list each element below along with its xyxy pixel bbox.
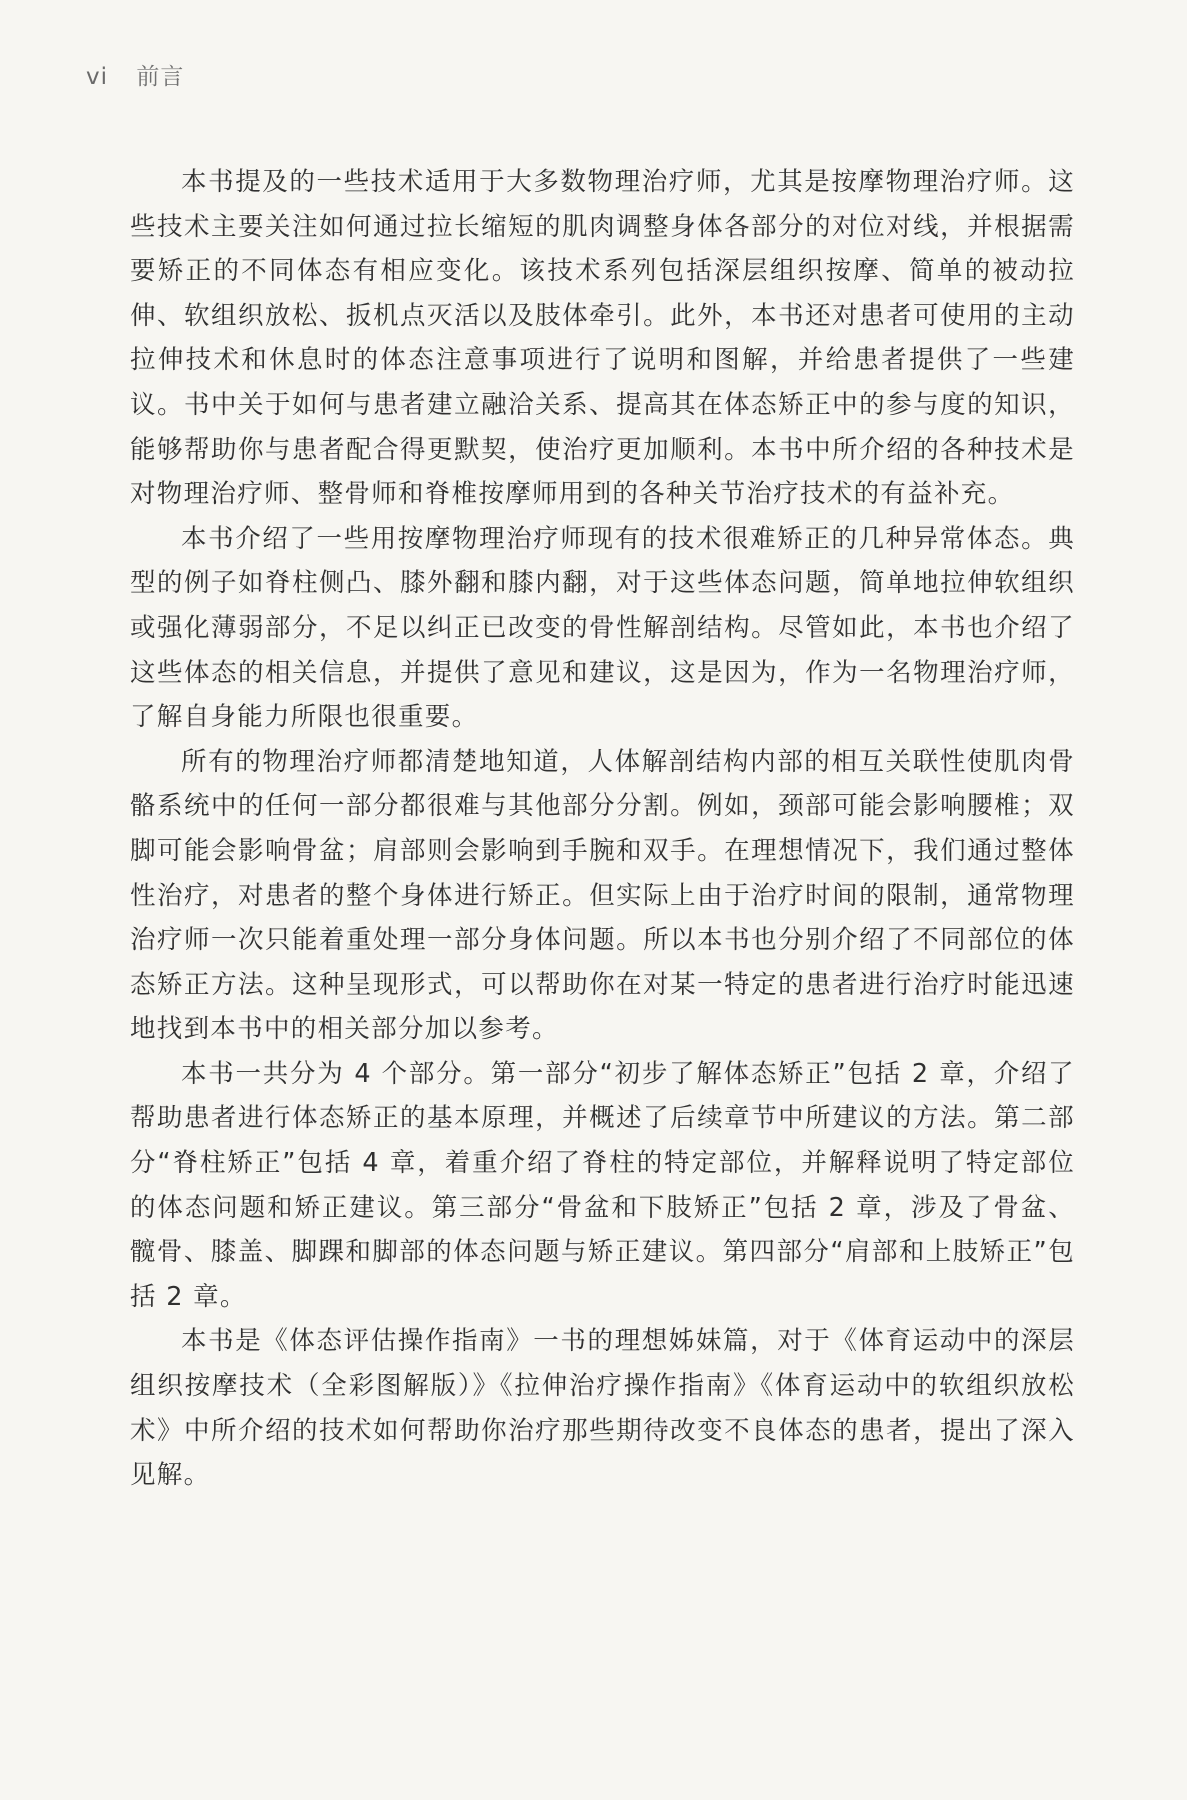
page-header bbox=[86, 58, 184, 91]
paragraph-5: 本书是《体态评估操作指南》一书的理想姊妹篇，对于《体育运动中的深层组织按摩技术（全彩图解版）》《拉伸治疗操作指南》《体育运动中的软组织放松术》中所介绍的技术如何帮助你治疗那些期待改变不良体态的患者，提出了深入见解。 bbox=[130, 1326, 1075, 1491]
page-number: vi bbox=[86, 64, 109, 90]
paragraph-1: 本书提及的一些技术适用于大多数物理治疗师，尤其是按摩物理治疗师。这些技术主要关注如何通过拉长缩短的肌肉调整身体各部分的对位对线，并根据需要矫正的不同体态有相应变化。该技术系列包括深层组织按摩、简单的被动拉伸、软组织放松、扳机点灭活以及肢体牵引。此外，本书还对患者可使用的主动拉伸技术和休息时的体态注意事项进行了说明和图解，并给患者提供了一些建议。书中关于如何与患者建立融洽关系、提高其在体态矫正中的参与度的知识，能够帮助你与患者配合得更默契，使治疗更加顺利。本书中所介绍的各种技术是对物理治疗师、整骨师和脊椎按摩师用到的各种关节治疗技术的有益补充。 bbox=[130, 167, 1075, 510]
paragraph-3: 所有的物理治疗师都清楚地知道，人体解剖结构内部的相互关联性使肌肉骨骼系统中的任何一部分都很难与其他部分分割。例如，颈部可能会影响腰椎；双脚可能会影响骨盆；肩部则会影响到手腕和双手。在理想情况下，我们通过整体性治疗，对患者的整个身体进行矫正。但实际上由于治疗时间的限制，通常物理治疗师一次只能着重处理一部分身体问题。所以本书也分别介绍了不同部位的体态矫正方法。这种呈现形式，可以帮助你在对某一特定的患者进行治疗时能迅速地找到本书中的相关部分加以参考。 bbox=[130, 746, 1075, 1045]
paragraph-2: 本书介绍了一些用按摩物理治疗师现有的技术很难矫正的几种异常体态。典型的例子如脊柱侧凸、膝外翻和膝内翻，对于这些体态问题，简单地拉伸软组织或强化薄弱部分，不足以纠正已改变的骨性解剖结构。尽管如此，本书也介绍了这些体态的相关信息，并提供了意见和建议，这是因为，作为一名物理治疗师，了解自身能力所限也很重要。 bbox=[130, 523, 1075, 733]
section-title: 前言 bbox=[136, 64, 185, 90]
paragraph-4: 本书一共分为 4 个部分。第一部分“初步了解体态矫正”包括 2 章，介绍了帮助患者进行体态矫正的基本原理，并概述了后续章节中所建议的方法。第二部分“脊柱矫正”包括 4 章，着重介绍了脊柱的特定部位，并解释说明了特定部位的体态问题和矫正建议。第三部分“骨盆和下肢矫正”包括 2 章，涉及了骨盆、髋骨、膝盖、脚踝和脚部的体态问题与矫正建议。第四部分“肩部和上肢矫正”包括 2 章。 bbox=[130, 1058, 1075, 1312]
body-text bbox=[130, 160, 1075, 1498]
